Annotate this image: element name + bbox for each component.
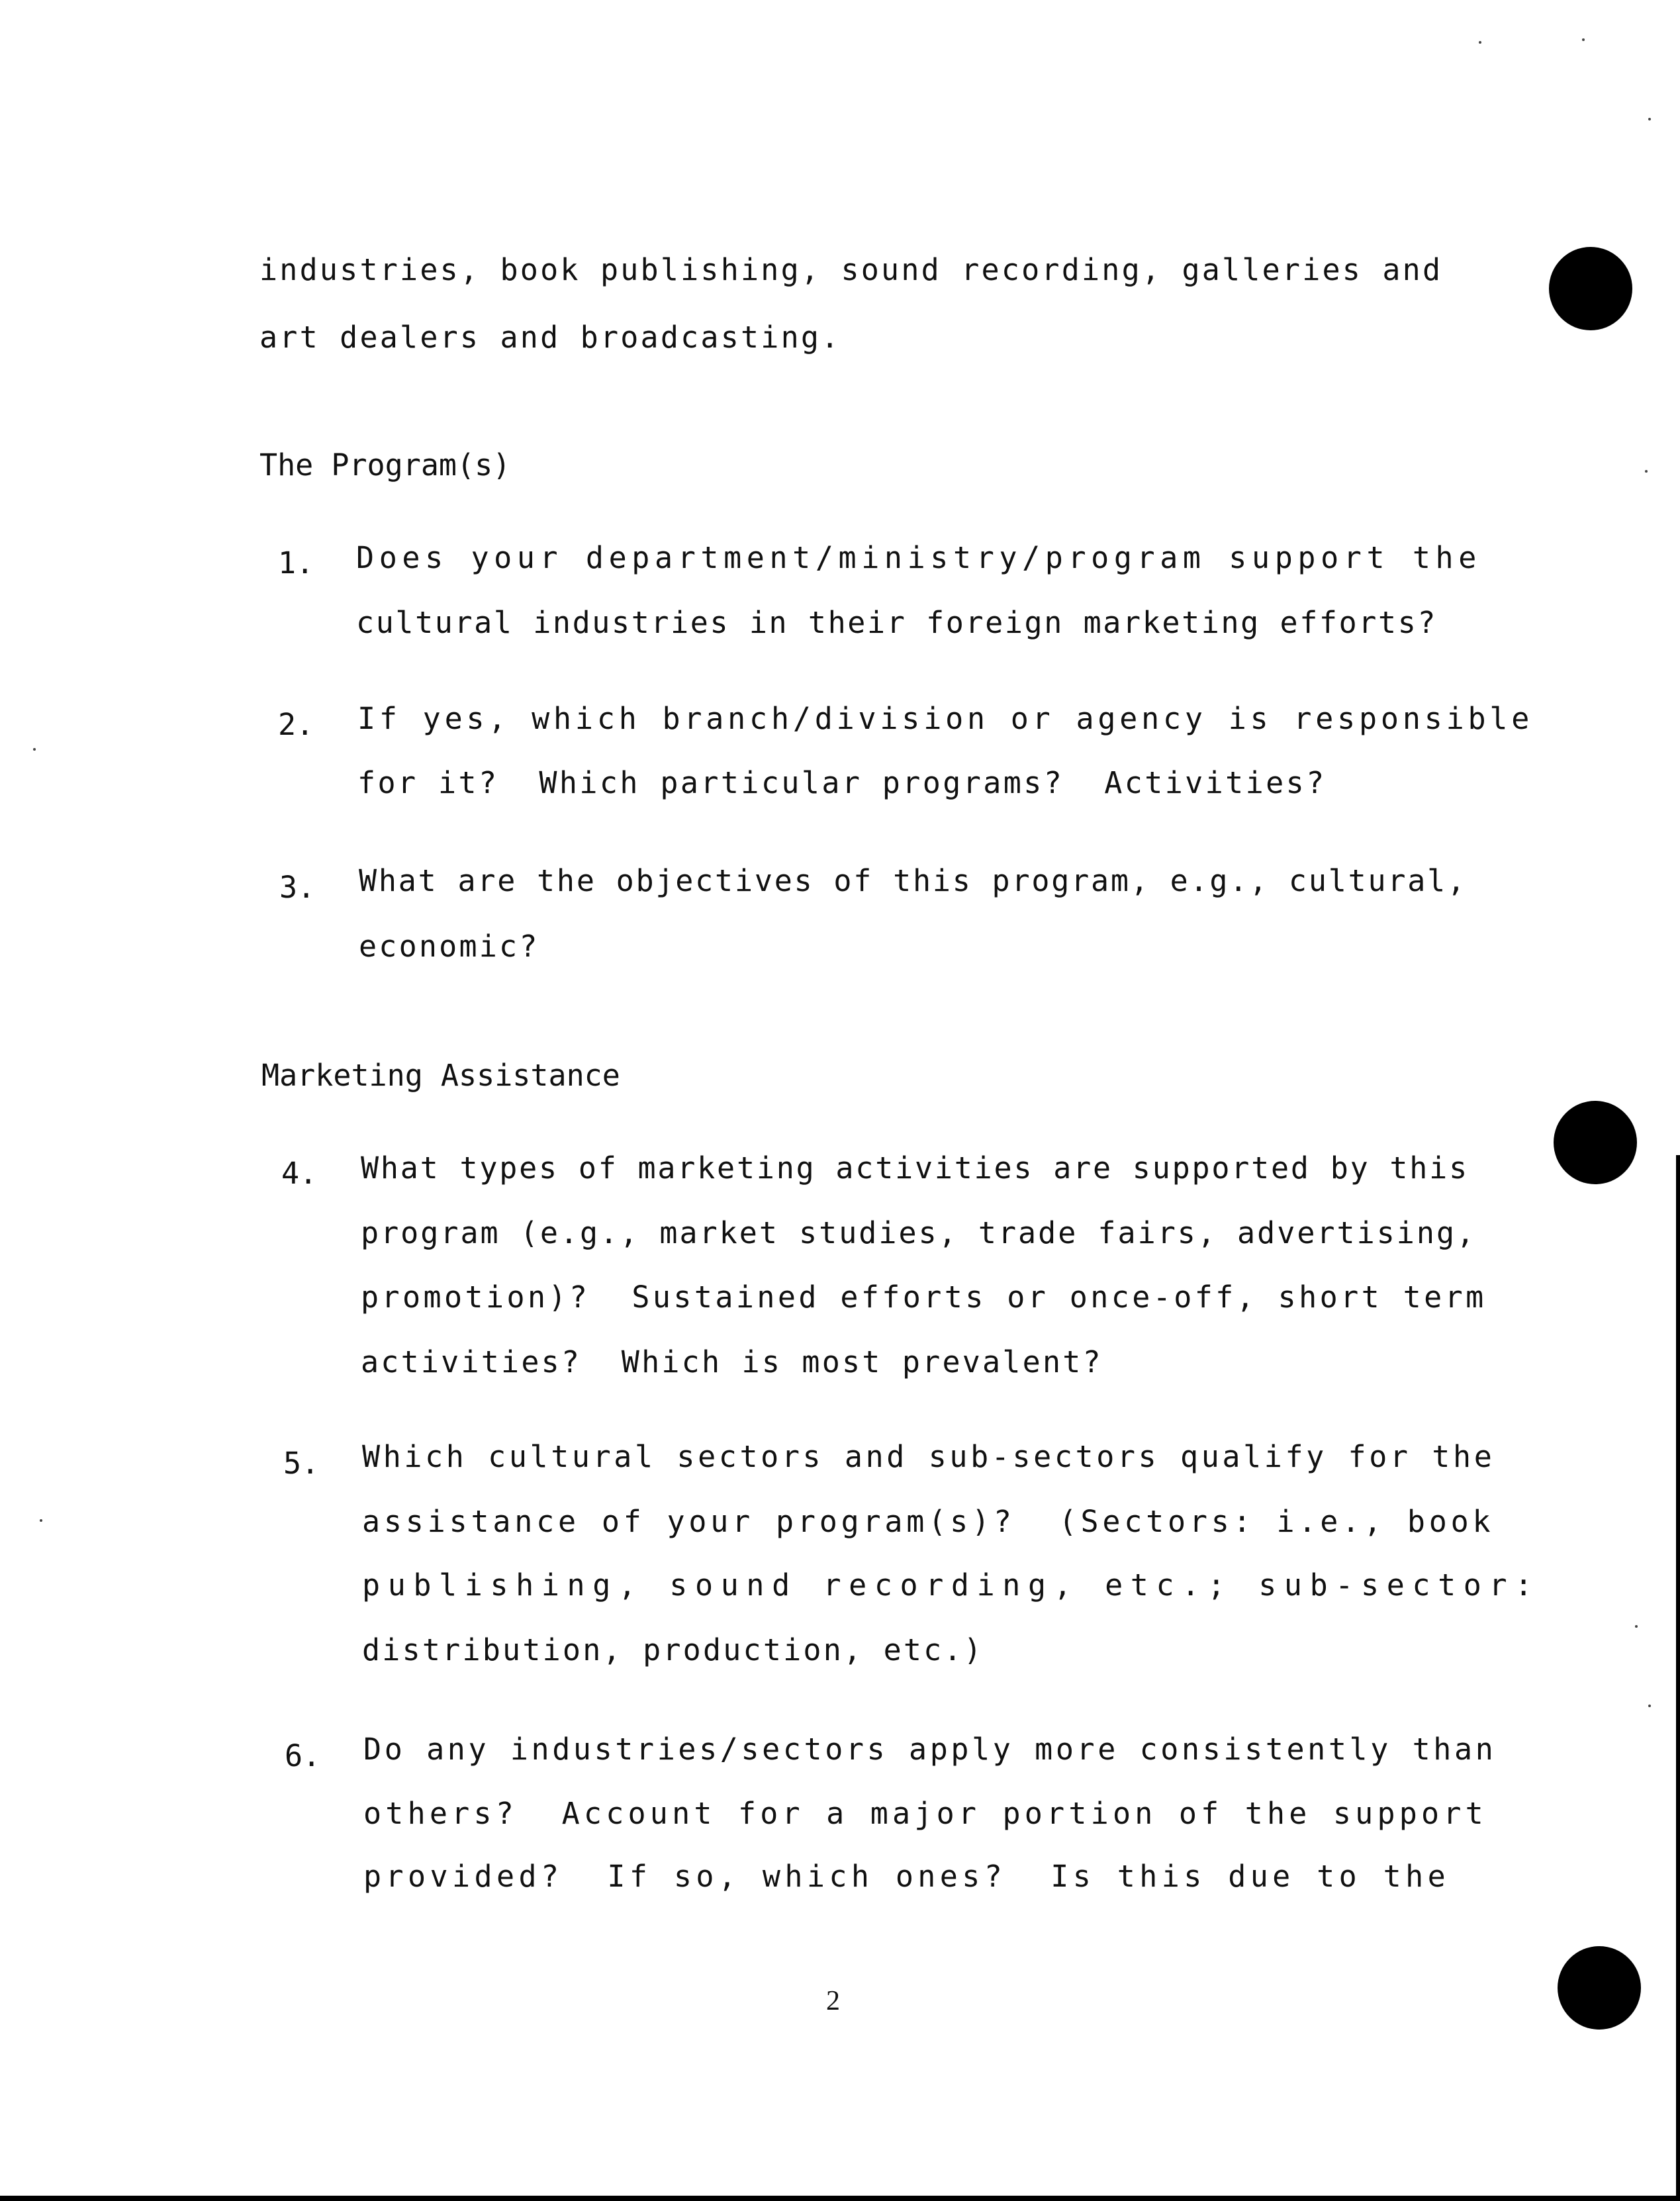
scan-edge-right bbox=[1676, 1155, 1680, 2201]
scan-speck bbox=[1582, 38, 1585, 41]
scan-speck bbox=[1635, 1625, 1638, 1628]
item-2-line-1: If yes, which branch/division or agency is responsible bbox=[357, 701, 1534, 736]
item-number-6: 6. bbox=[285, 1738, 321, 1773]
scan-speck bbox=[1645, 470, 1648, 473]
scan-speck bbox=[33, 748, 36, 751]
item-2-line-2: for it? Which particular programs? Activities? bbox=[357, 765, 1327, 800]
item-number-3: 3. bbox=[279, 870, 316, 905]
item-3-line-2: economic? bbox=[359, 929, 539, 964]
item-4-line-2: program (e.g., market studies, trade fairs, advertising, bbox=[361, 1215, 1477, 1250]
scan-speck bbox=[1648, 1705, 1651, 1707]
item-5-line-3: publishing, sound recording, etc.; sub-sector: bbox=[362, 1568, 1540, 1603]
section-heading-programs: The Program(s) bbox=[259, 447, 511, 483]
punch-hole-middle bbox=[1554, 1101, 1637, 1184]
item-4-line-3: promotion)? Sustained efforts or once-off, short term bbox=[361, 1280, 1487, 1315]
page-number: 2 bbox=[826, 1986, 840, 2016]
scan-speck bbox=[1648, 118, 1651, 120]
item-5-line-2: assistance of your program(s)? (Sectors: i.e., book bbox=[362, 1504, 1495, 1539]
scan-speck bbox=[40, 1519, 42, 1522]
intro-line-1: industries, book publishing, sound recording, galleries and bbox=[259, 252, 1443, 287]
item-number-2: 2. bbox=[278, 707, 314, 742]
intro-line-2: art dealers and broadcasting. bbox=[259, 320, 841, 355]
item-number-4: 4. bbox=[281, 1156, 318, 1191]
item-5-line-4: distribution, production, etc.) bbox=[362, 1632, 984, 1667]
item-number-1: 1. bbox=[278, 545, 314, 581]
item-3-line-1: What are the objectives of this program, e.g., cultural, bbox=[359, 863, 1467, 898]
item-5-line-1: Which cultural sectors and sub-sectors qualify for the bbox=[362, 1439, 1495, 1474]
item-number-5: 5. bbox=[283, 1446, 320, 1481]
punch-hole-top bbox=[1549, 247, 1632, 330]
item-6-line-3: provided? If so, which ones? Is this due to the bbox=[363, 1859, 1450, 1894]
item-6-line-1: Do any industries/sectors apply more consistently than bbox=[363, 1732, 1497, 1767]
item-1-line-1: Does your department/ministry/program support the bbox=[356, 540, 1481, 575]
item-1-line-2: cultural industries in their foreign marketing efforts? bbox=[356, 605, 1438, 640]
scan-edge-bottom bbox=[0, 2196, 1680, 2201]
punch-hole-bottom bbox=[1558, 1946, 1641, 2030]
item-4-line-4: activities? Which is most prevalent? bbox=[361, 1344, 1103, 1380]
item-6-line-2: others? Account for a major portion of the support bbox=[363, 1796, 1487, 1831]
section-heading-marketing: Marketing Assistance bbox=[261, 1058, 620, 1093]
scan-speck bbox=[1479, 41, 1481, 44]
item-4-line-1: What types of marketing activities are supported by this bbox=[361, 1150, 1469, 1186]
